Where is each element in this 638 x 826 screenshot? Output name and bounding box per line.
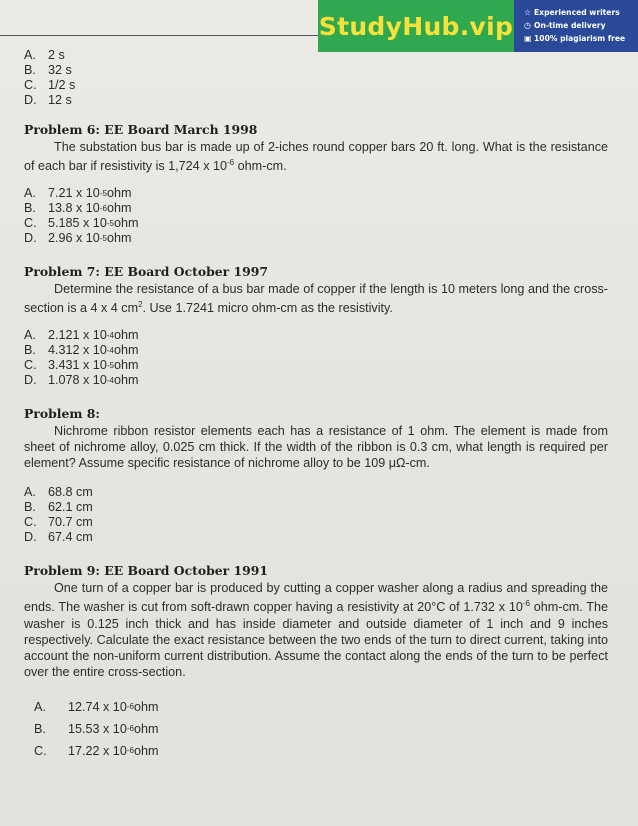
document-content	[24, 40, 608, 762]
option-item: B. 4.312 x 10 -4 ohm	[24, 343, 139, 358]
clock-icon: ◷	[524, 21, 531, 30]
star-icon: ☆	[524, 8, 532, 17]
problem-6-body: The substation bus bar is made up of 2-iches round copper bars 20 ft. long. What is the resistance of each bar if resistivity is 1,724 x $10^{-6}$ ohm-cm.	[24, 140, 608, 174]
option-item: D. 2.96 x 10 -5 ohm	[24, 231, 132, 246]
options-list-previous	[24, 48, 608, 108]
problem-8-options	[24, 485, 608, 545]
problem-6-title: Problem 6: EE Board March 1998	[24, 122, 258, 137]
document-check-icon: ▣	[524, 34, 532, 43]
option-item: C. 5.185 x 10 -5 ohm	[24, 216, 139, 231]
problem-8-body: Nichrome ribbon resistor elements each has a resistance of 1 ohm. The element is made from sheet of nichrome alloy, 0.025 cm thick. If the width of the ribbon is 0.3 cm, what length is required per element? Assume specific resistance of nichrome alloy to be 109 μΩ-cm.	[24, 424, 608, 471]
option-item: B. 62.1 cm	[24, 500, 93, 515]
header-rule	[0, 35, 330, 36]
option-item: A. 12.74 x 10 -6 ohm	[34, 699, 159, 714]
problem-9-options	[24, 696, 608, 762]
problem-9-body: One turn of a copper bar is produced by cutting a copper washer along a radius and spreading the ends. The washer is cut from soft-drawn copper having a resistivity at 20°C of 1.732 x $10^{-6}$ ohm-cm. The washer is 0.125 inch thick and has inside diameter and outside diameter of 1 inch and 9 inches respectively. Calculate the exact resistance between the two ends of the turn to direct current, taking into account the non-uniform current distribution. Assume the contact along the ends of the turn to be perfect over the entire cross-section.	[24, 581, 608, 679]
option-item: C. 17.22 x 10 -6 ohm	[34, 743, 159, 758]
feature-item: ▣ 100% plagiarism free	[524, 34, 626, 43]
option-item: A. 7.21 x 10 -5 ohm	[24, 186, 132, 201]
option-item: A. 68.8 cm	[24, 485, 93, 500]
option-item: B. 13.8 x 10 -6 ohm	[24, 201, 132, 216]
option-item: D. 12 s	[24, 93, 72, 107]
option-item: C. 3.431 x 10 -5 ohm	[24, 358, 139, 373]
problem-7-body: Determine the resistance of a bus bar made of copper if the length is 10 meters long and the cross-section is a 4 x 4 $cm^2$. Use 1.7241 micro ohm-cm as the resistivity.	[24, 282, 608, 316]
problem-8-title: Problem 8:	[24, 406, 100, 422]
option-item: B. 32 s	[24, 63, 72, 77]
feature-item: ☆ Experienced writers	[524, 8, 620, 17]
option-item: A. 2.121 x 10 -4 ohm	[24, 328, 139, 343]
brand-logo[interactable]: StudyHub.vip	[318, 0, 514, 52]
feature-item: ◷ On-time delivery	[524, 21, 606, 30]
option-item: D. 67.4 cm	[24, 530, 93, 545]
option-item: A. 2 s	[24, 48, 65, 62]
problem-9-title: Problem 9: EE Board October 1991	[24, 563, 268, 579]
option-item: B. 15.53 x 10 -6 ohm	[34, 721, 159, 736]
problem-7-title: Problem 7: EE Board October 1997	[24, 264, 268, 280]
problem-6-options	[24, 186, 608, 246]
option-item: C. 70.7 cm	[24, 515, 93, 530]
problem-7-options	[24, 328, 608, 388]
option-item: D. 1.078 x 10 -4 ohm	[24, 373, 139, 388]
option-item: C. 1/2 s	[24, 78, 76, 92]
